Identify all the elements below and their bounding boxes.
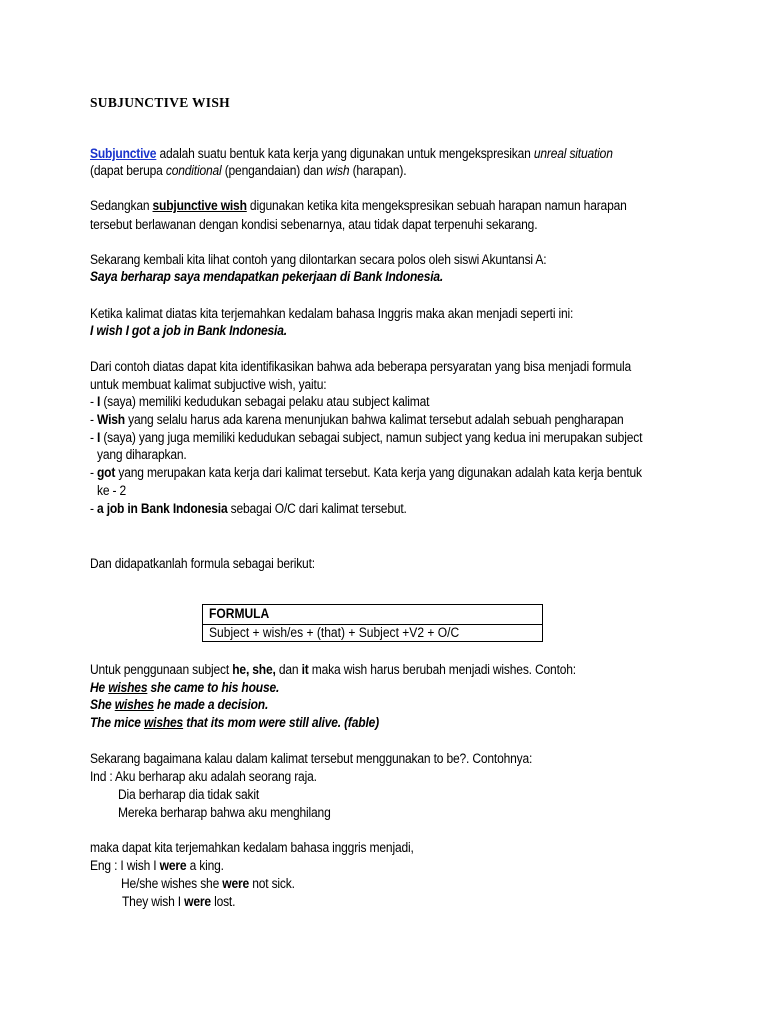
- page-title: SUBJUNCTIVE WISH: [90, 95, 230, 110]
- example-line: They wish I were lost.: [122, 894, 236, 909]
- list-item: - I (saya) yang juga memiliki kedudukan sebagai subject, namun subject yang kedua ini merupakan subject: [90, 430, 643, 445]
- list-item-continuation: yang diharapkan.: [97, 447, 187, 462]
- example-line: Eng : I wish I were a king.: [90, 858, 224, 873]
- formula-header: FORMULA: [209, 606, 270, 621]
- paragraph-line: Sekarang kembali kita lihat contoh yang dilontarkan secara polos oleh siswi Akuntansi A:: [90, 252, 547, 267]
- example-line: Dia berharap dia tidak sakit: [118, 787, 260, 802]
- paragraph-line: tersebut berlawanan dengan kondisi sebenarnya, atau tidak dapat terpenuhi sekarang.: [90, 217, 538, 232]
- formula-row: Subject + wish/es + (that) + Subject +V2 + O/C: [209, 625, 460, 640]
- paragraph-line: Dari contoh diatas dapat kita identifikasikan bahwa ada beberapa persyaratan yang bisa menjadi formula: [90, 359, 632, 374]
- example-line: Ind : Aku berharap aku adalah seorang raja.: [90, 769, 317, 784]
- paragraph-line: Untuk penggunaan subject he, she, dan it maka wish harus berubah menjadi wishes. Contoh:: [90, 662, 576, 677]
- example-sentence: She wishes he made a decision.: [90, 697, 269, 712]
- paragraph-line: Dan didapatkanlah formula sebagai berikut:: [90, 556, 315, 571]
- list-item: - got yang merupakan kata kerja dari kalimat tersebut. Kata kerja yang digunakan adalah kata kerja bentuk: [90, 465, 642, 480]
- formula-table: [202, 604, 543, 642]
- example-sentence: I wish I got a job in Bank Indonesia.: [90, 323, 287, 338]
- list-item-continuation: ke - 2: [97, 483, 127, 498]
- paragraph-line: (dapat berupa conditional (pengandaian) dan wish (harapan).: [90, 163, 407, 178]
- paragraph-line: Sekarang bagaimana kalau dalam kalimat tersebut menggunakan to be?. Contohnya:: [90, 751, 533, 766]
- paragraph-line: untuk membuat kalimat subjuctive wish, yaitu:: [90, 377, 327, 392]
- paragraph-line: maka dapat kita terjemahkan kedalam bahasa inggris menjadi,: [90, 840, 414, 855]
- example-line: Mereka berharap bahwa aku menghilang: [118, 805, 331, 820]
- paragraph-line: Subjunctive adalah suatu bentuk kata kerja yang digunakan untuk mengekspresikan unreal situation: [90, 146, 613, 161]
- example-sentence: He wishes she came to his house.: [90, 680, 280, 695]
- paragraph-line: Ketika kalimat diatas kita terjemahkan kedalam bahasa Inggris maka akan menjadi seperti ini:: [90, 306, 574, 321]
- paragraph-line: Sedangkan subjunctive wish digunakan ketika kita mengekspresikan sebuah harapan namun harapan: [90, 198, 627, 213]
- list-item: - a job in Bank Indonesia sebagai O/C dari kalimat tersebut.: [90, 501, 407, 516]
- example-line: He/she wishes she were not sick.: [121, 876, 295, 891]
- example-sentence: Saya berharap saya mendapatkan pekerjaan di Bank Indonesia.: [90, 269, 444, 284]
- example-sentence: The mice wishes that its mom were still alive. (fable): [90, 715, 379, 730]
- list-item: - Wish yang selalu harus ada karena menunjukan bahwa kalimat tersebut adalah sebuah pengharapan: [90, 412, 624, 427]
- subjunctive-link[interactable]: Subjunctive: [90, 146, 157, 161]
- list-item: - I (saya) memiliki kedudukan sebagai pelaku atau subject kalimat: [90, 394, 430, 409]
